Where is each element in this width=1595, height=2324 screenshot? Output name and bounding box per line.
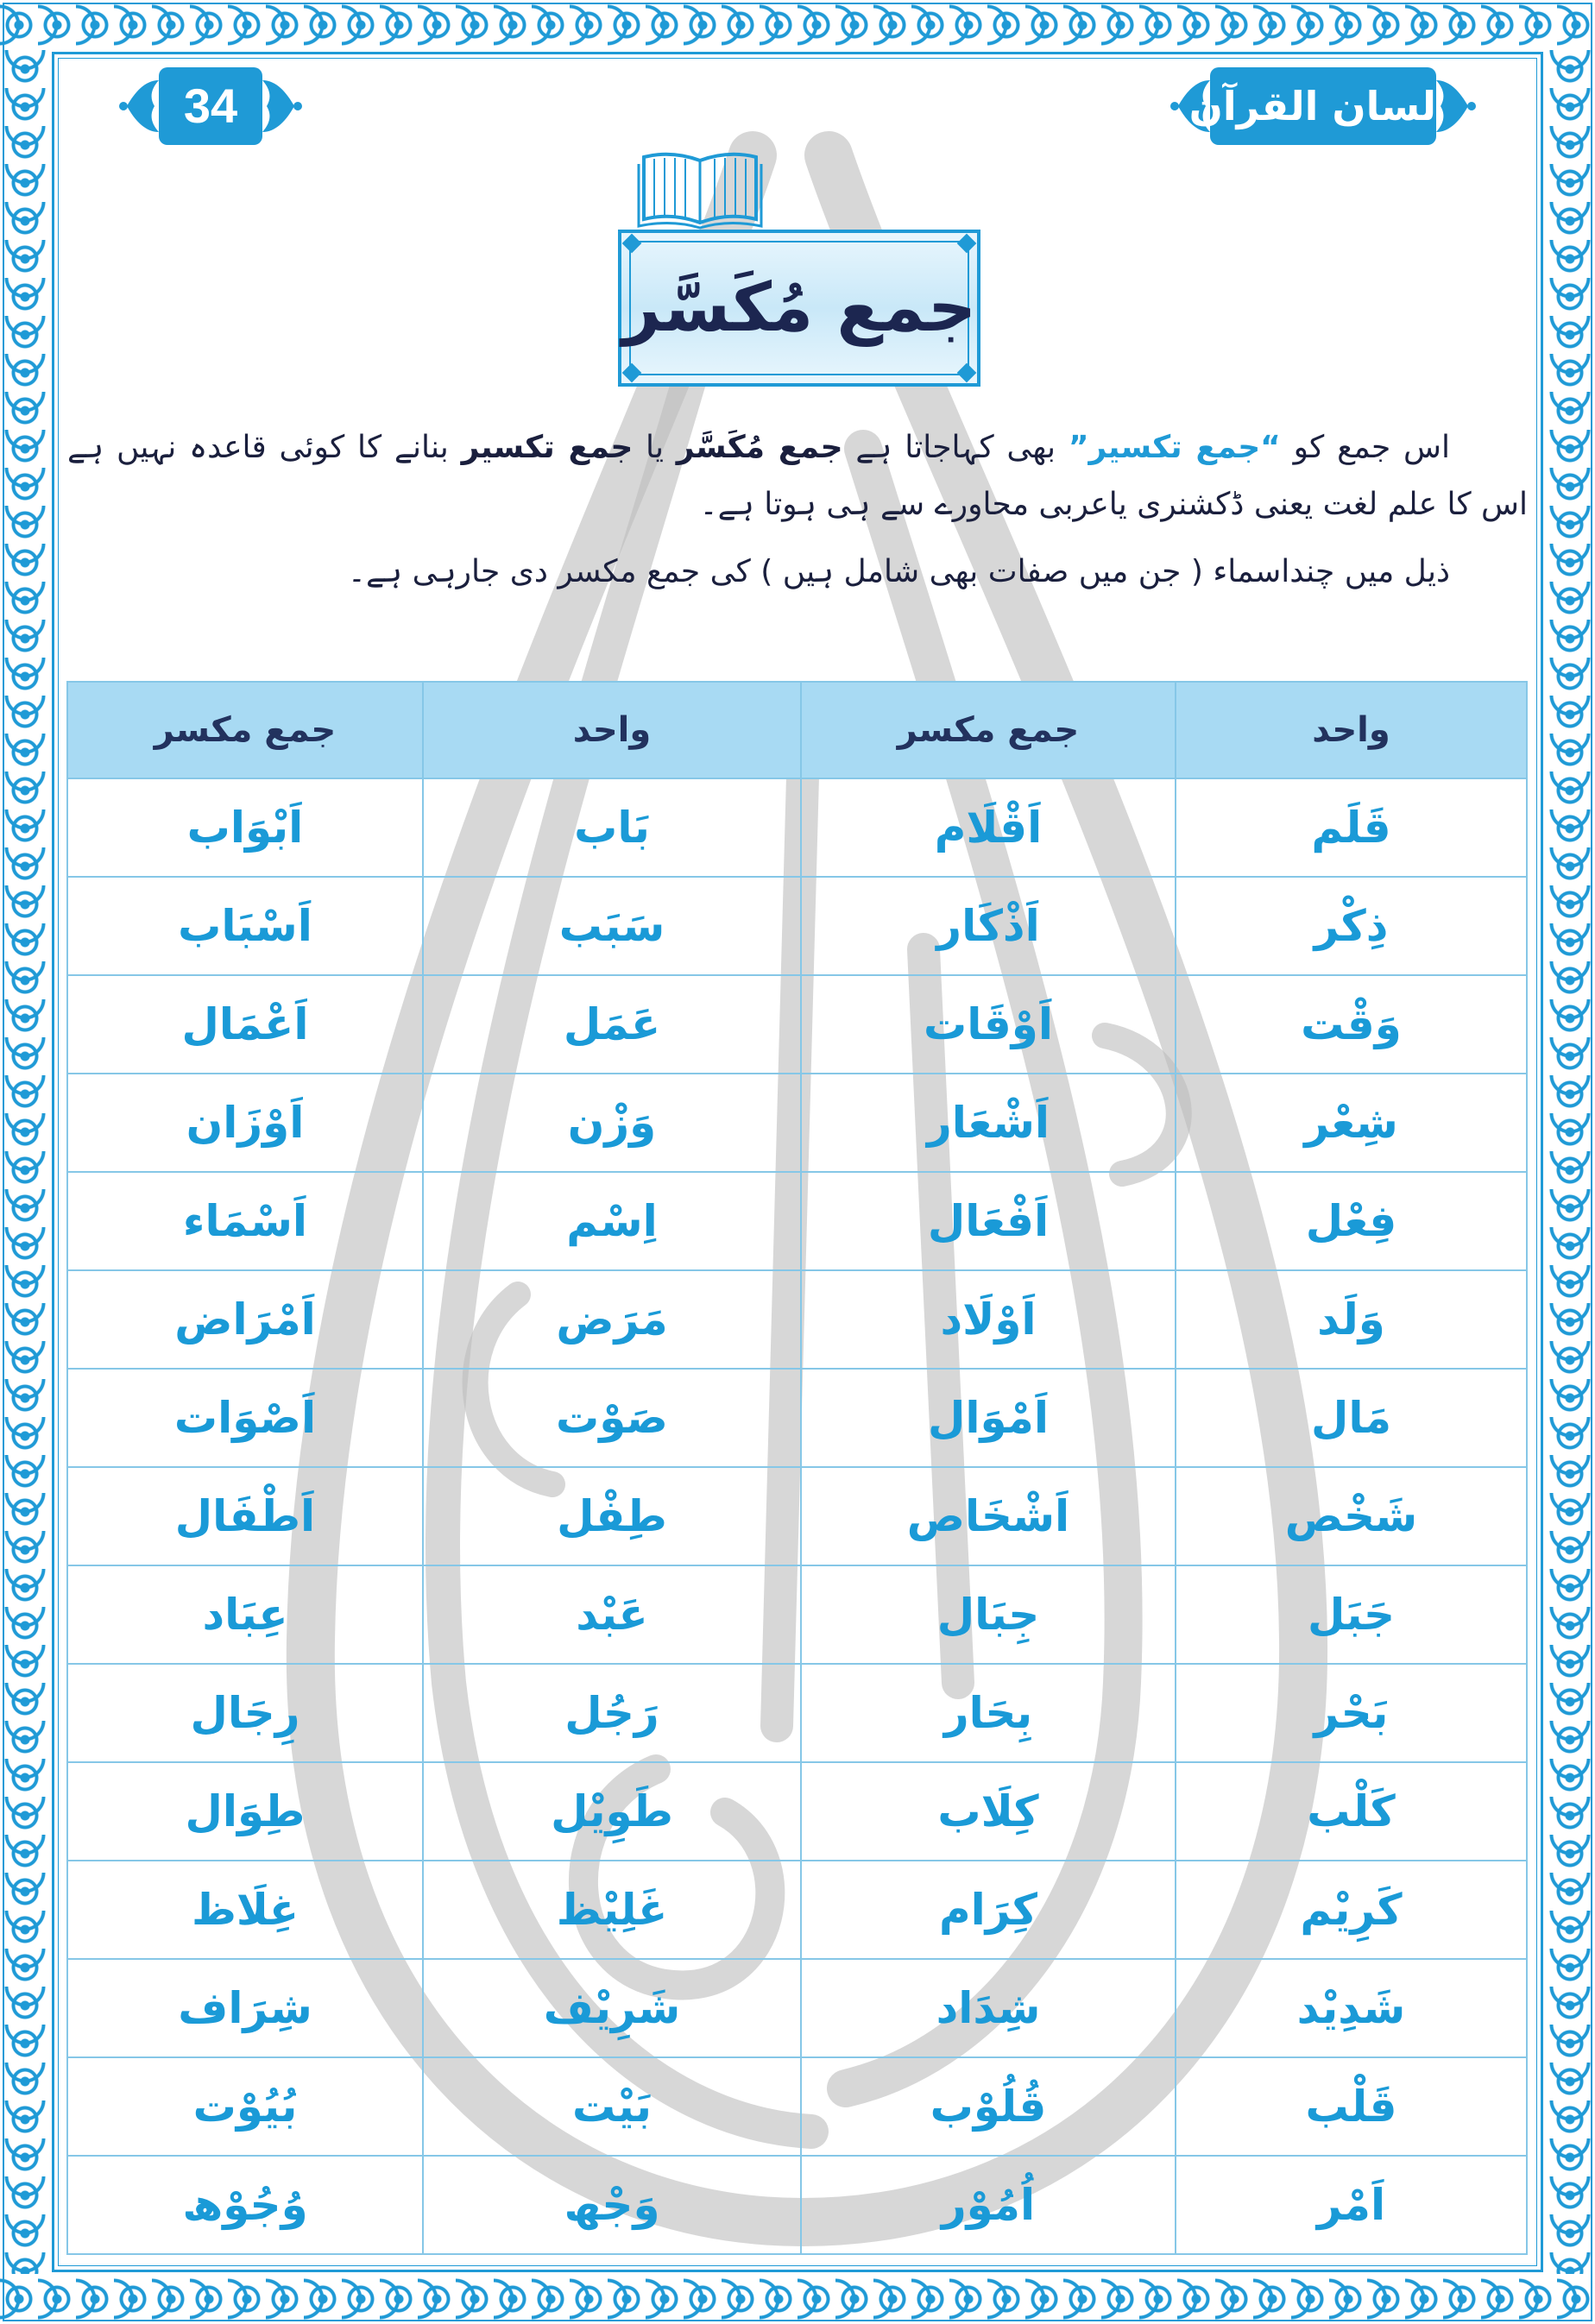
- singular-cell: جَبَل: [1176, 1565, 1527, 1664]
- plural-cell: اَمْرَاض: [67, 1270, 423, 1369]
- table-row: [67, 1369, 1527, 1467]
- border-ornament-right: [1545, 50, 1595, 2274]
- table-row: [67, 877, 1527, 975]
- page-title: جمع مُکَسَّر: [621, 269, 977, 347]
- singular-cell: بَیْت: [423, 2057, 801, 2156]
- singular-cell: بَحْر: [1176, 1664, 1527, 1762]
- intro-text-part: یا: [633, 430, 677, 465]
- singular-cell: فِعْل: [1176, 1172, 1527, 1270]
- bold-term: جمع مُکَسَّر: [676, 430, 843, 465]
- intro-text: [67, 419, 1528, 601]
- plural-cell: جِبَال: [801, 1565, 1176, 1664]
- singular-cell: عَبْد: [423, 1565, 801, 1664]
- plural-cell: اَشْعَار: [801, 1074, 1176, 1172]
- singular-cell: وَزْن: [423, 1074, 801, 1172]
- singular-cell: صَوْت: [423, 1369, 801, 1467]
- plural-cell: اَسْمَاء: [67, 1172, 423, 1270]
- singular-cell: اَمْر: [1176, 2156, 1527, 2254]
- plural-cell: وُجُوْھ: [67, 2156, 423, 2254]
- table-row: [67, 2156, 1527, 2254]
- plural-cell: اَصْوَات: [67, 1369, 423, 1467]
- book-title: لسان القرآن: [1210, 67, 1436, 145]
- singular-cell: عَمَل: [423, 975, 801, 1074]
- singular-cell: شِعْر: [1176, 1074, 1527, 1172]
- plural-cell: غِلَاظ: [67, 1861, 423, 1959]
- plural-cell: عِبَاد: [67, 1565, 423, 1664]
- plural-cell: کِلَاب: [801, 1762, 1176, 1861]
- singular-cell: شَخْص: [1176, 1467, 1527, 1565]
- table-row: [67, 1270, 1527, 1369]
- table-row: [67, 1172, 1527, 1270]
- plural-cell: اَعْمَال: [67, 975, 423, 1074]
- ornament-icon: [1436, 73, 1476, 139]
- plural-cell: اَشْخَاص: [801, 1467, 1176, 1565]
- title-frame: [618, 230, 980, 387]
- plural-cell: بِحَار: [801, 1664, 1176, 1762]
- book-title-area: [1167, 66, 1479, 146]
- page-number: 34: [159, 67, 262, 145]
- quoted-term: “جمع تکسیر”: [1068, 430, 1281, 465]
- open-book-icon: [637, 148, 763, 230]
- singular-cell: غَلِیْظ: [423, 1861, 801, 1959]
- ornament-icon: [262, 73, 302, 139]
- plural-cell: اَوْقَات: [801, 975, 1176, 1074]
- plural-cell: شِدَاد: [801, 1959, 1176, 2057]
- singular-cell: طَوِیْل: [423, 1762, 801, 1861]
- intro-text-part: اس جمع کو: [1280, 430, 1451, 465]
- broken-plural-table: [66, 681, 1528, 2255]
- page-number-area: [114, 66, 307, 146]
- plural-cell: اَبْوَاب: [67, 778, 423, 877]
- plural-cell: طِوَال: [67, 1762, 423, 1861]
- singular-cell: رَجُل: [423, 1664, 801, 1762]
- singular-cell: وَلَد: [1176, 1270, 1527, 1369]
- column-header-plural: جمع مکسر: [67, 682, 423, 778]
- column-header-plural: جمع مکسر: [801, 682, 1176, 778]
- plural-cell: اُمُوْر: [801, 2156, 1176, 2254]
- table-row: [67, 1074, 1527, 1172]
- plural-cell: اَمْوَال: [801, 1369, 1176, 1467]
- table-row: [67, 975, 1527, 1074]
- plural-cell: رِجَال: [67, 1664, 423, 1762]
- singular-cell: کَلْب: [1176, 1762, 1527, 1861]
- border-ornament-top: [0, 0, 1595, 50]
- plural-cell: اَوْزَان: [67, 1074, 423, 1172]
- singular-cell: سَبَب: [423, 877, 801, 975]
- bold-term: جمع تکسیر: [461, 430, 634, 465]
- singular-cell: اِسْم: [423, 1172, 801, 1270]
- singular-cell: کَرِیْم: [1176, 1861, 1527, 1959]
- table-row: [67, 778, 1527, 877]
- singular-cell: وَجْھ: [423, 2156, 801, 2254]
- plural-cell: اَذْکَار: [801, 877, 1176, 975]
- table-row: [67, 1861, 1527, 1959]
- plural-cell: شِرَاف: [67, 1959, 423, 2057]
- table-row: [67, 1959, 1527, 2057]
- table-row: [67, 1762, 1527, 1861]
- table-header-row: [67, 682, 1527, 778]
- column-header-singular: واحد: [423, 682, 801, 778]
- intro-text-part: بھی کہاجاتا ہے: [842, 430, 1069, 465]
- plural-cell: اَقْلَام: [801, 778, 1176, 877]
- singular-cell: طِفْل: [423, 1467, 801, 1565]
- list-intro-paragraph: ذیل میں چنداسماء ( جن میں صفات بھی شامل ہیں ) کی جمع مکسر دی جارہی ہے۔: [347, 554, 1450, 589]
- plural-cell: اَطْفَال: [67, 1467, 423, 1565]
- table-row: [67, 2057, 1527, 2156]
- singular-cell: شَدِیْد: [1176, 1959, 1527, 2057]
- border-ornament-left: [0, 50, 50, 2274]
- singular-cell: قَلَم: [1176, 778, 1527, 877]
- plural-cell: اَوْلَاد: [801, 1270, 1176, 1369]
- plural-cell: قُلُوْب: [801, 2057, 1176, 2156]
- singular-cell: ذِکْر: [1176, 877, 1527, 975]
- plural-cell: بُیُوْت: [67, 2057, 423, 2156]
- singular-cell: وَقْت: [1176, 975, 1527, 1074]
- table-row: [67, 1467, 1527, 1565]
- border-ornament-bottom: [0, 2274, 1595, 2324]
- plural-cell: اَفْعَال: [801, 1172, 1176, 1270]
- table-row: [67, 1664, 1527, 1762]
- column-header-singular: واحد: [1176, 682, 1527, 778]
- singular-cell: مَرَض: [423, 1270, 801, 1369]
- plural-cell: کِرَام: [801, 1861, 1176, 1959]
- plural-cell: اَسْبَاب: [67, 877, 423, 975]
- ornament-icon: [119, 73, 159, 139]
- table-row: [67, 1565, 1527, 1664]
- intro-text-part: بنانے کا کوئی قاعدہ نہیں ہے اس کا علم لغت یعنی ڈکشنری یاعربی محاورے سے ہی ہوتا ہے۔: [67, 430, 1528, 522]
- intro-paragraph: [67, 419, 1528, 533]
- singular-cell: شَرِیْف: [423, 1959, 801, 2057]
- singular-cell: بَاب: [423, 778, 801, 877]
- singular-cell: قَلْب: [1176, 2057, 1527, 2156]
- singular-cell: مَال: [1176, 1369, 1527, 1467]
